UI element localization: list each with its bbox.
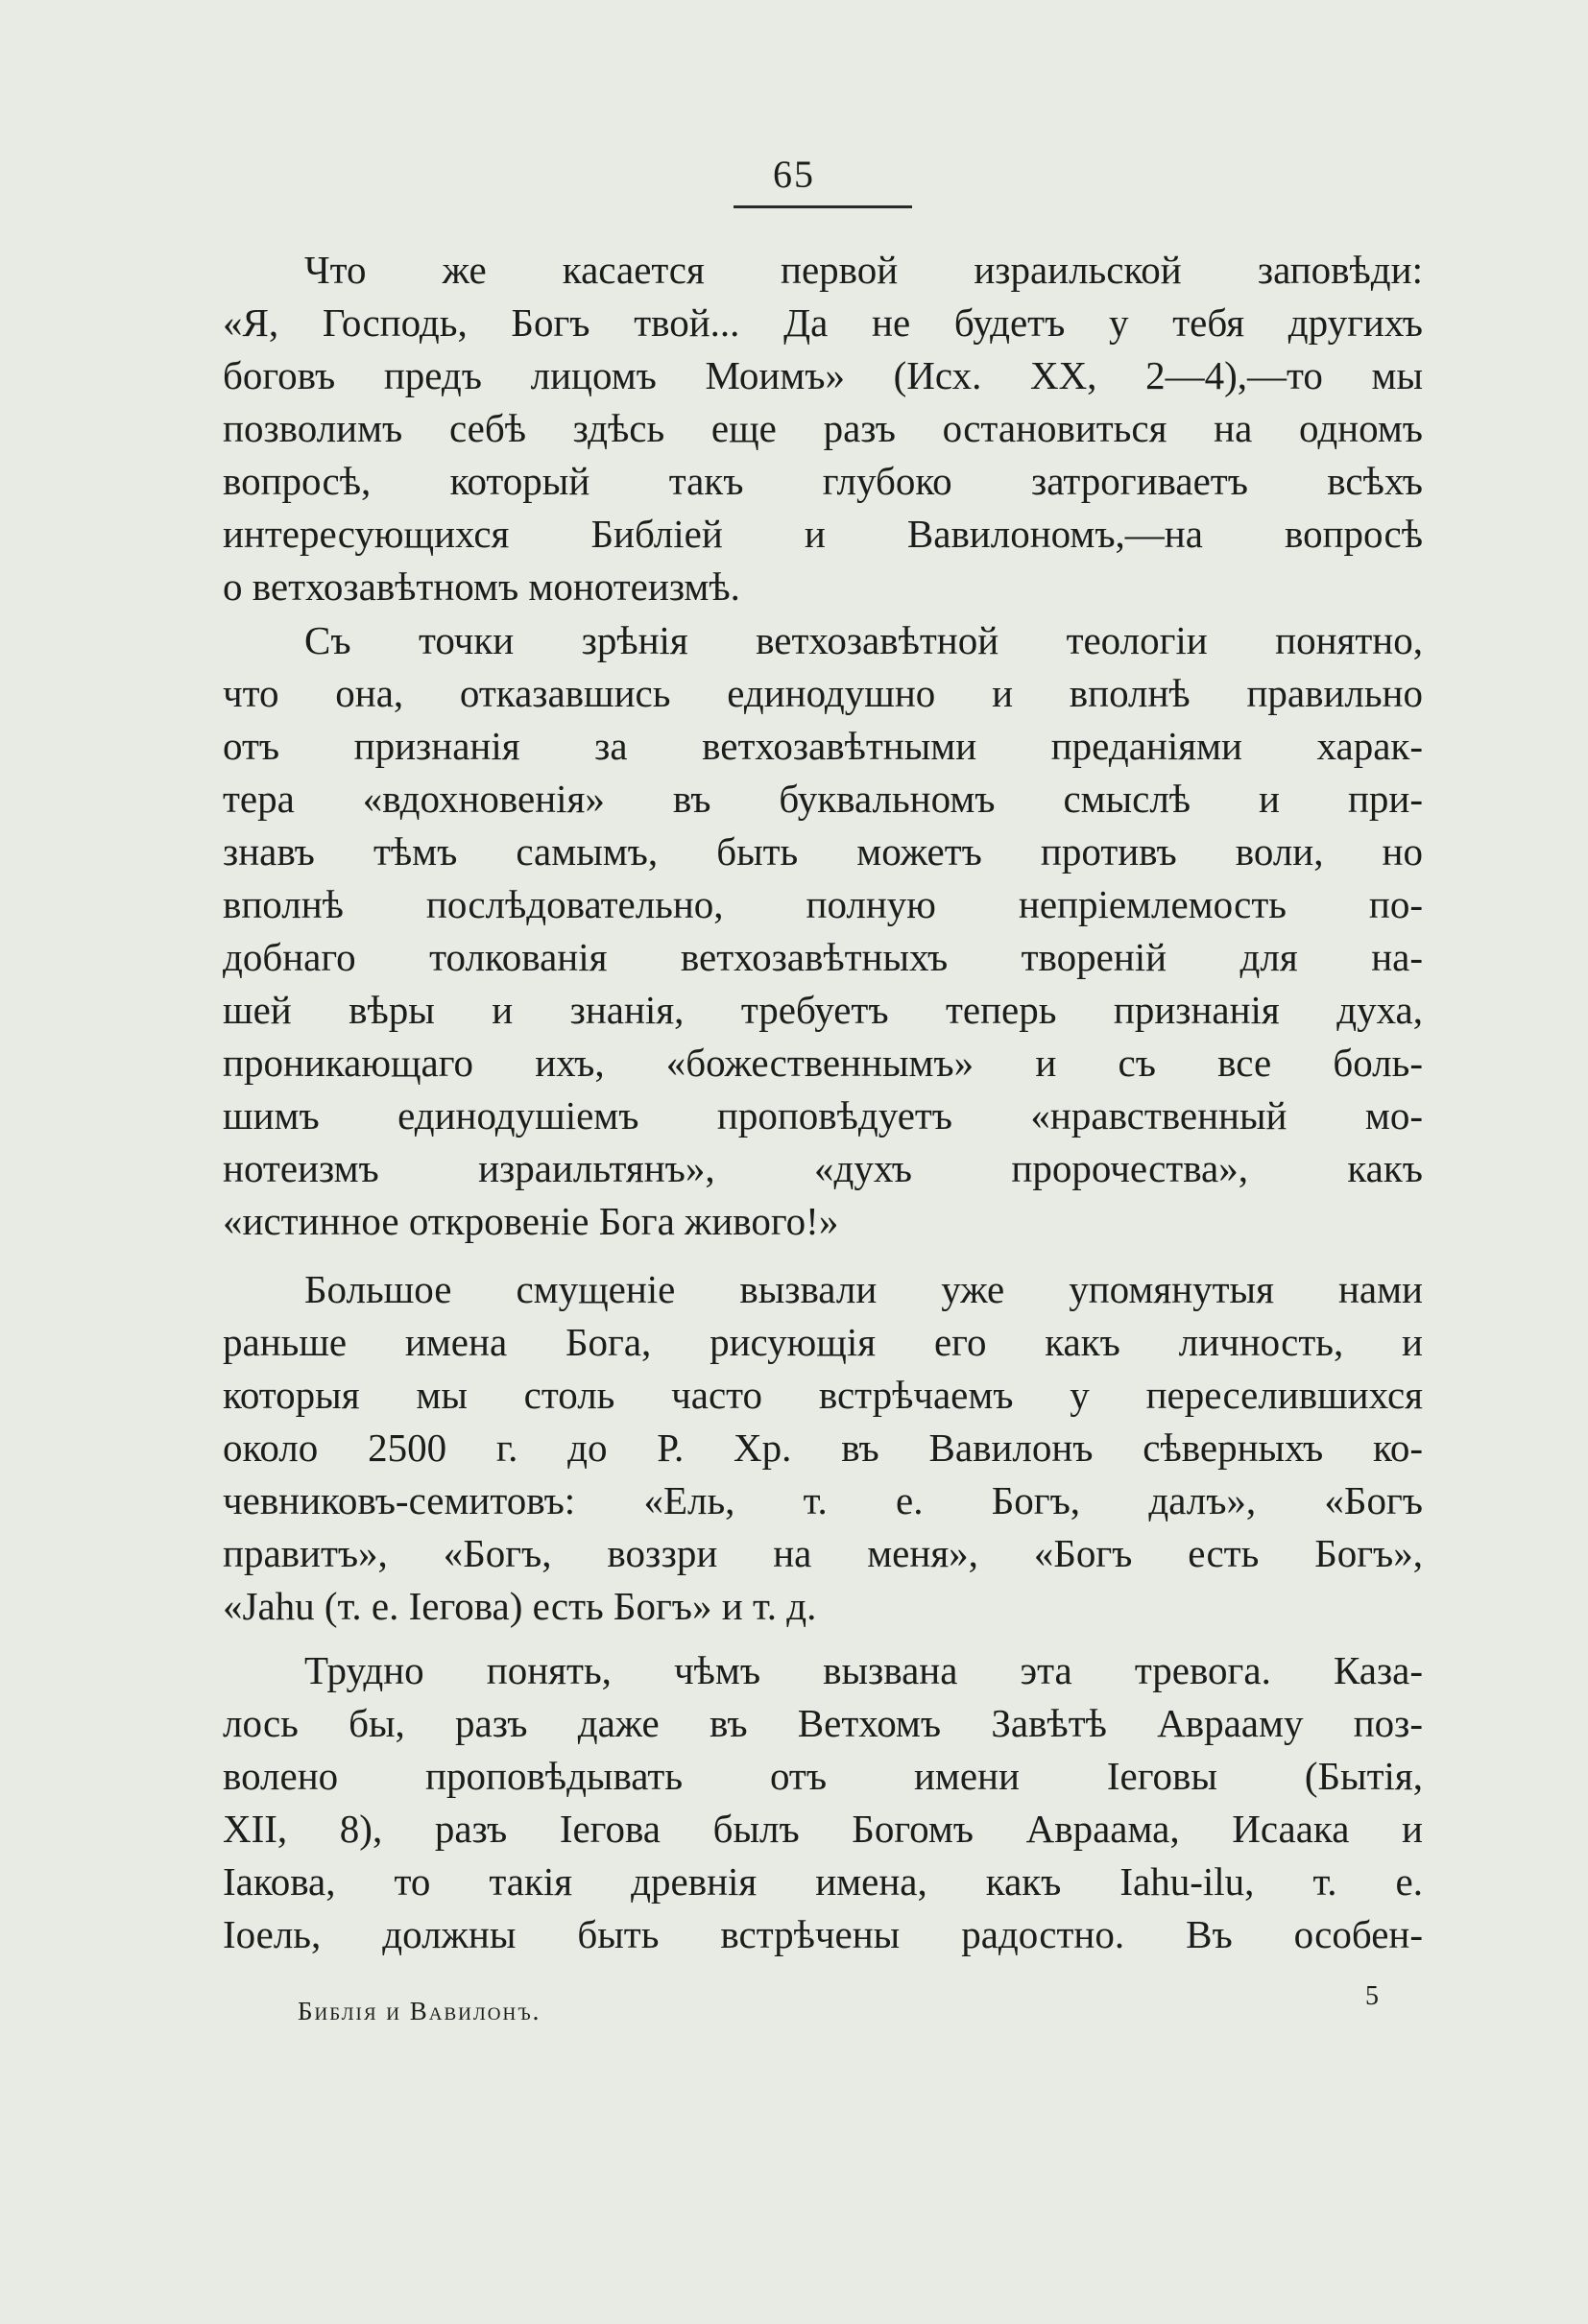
- header-rule: [734, 205, 912, 208]
- text-line: Съ точки зрѣнія ветхозавѣтной теологіи понятно,: [304, 618, 1423, 662]
- text-line: шимъ единодушіемъ проповѣдуетъ «нравственный мо-: [223, 1093, 1423, 1138]
- text-line: шей вѣры и знанія, требуетъ теперь признанія духа,: [223, 988, 1423, 1032]
- text-line: боговъ предъ лицомъ Моимъ» (Исх. XX, 2—4),—то мы: [223, 353, 1423, 397]
- text-line: вопросѣ, который такъ глубоко затрогиваетъ всѣхъ: [223, 459, 1423, 503]
- text-line: Іоель, должны быть встрѣчены радостно. Въ особен-: [223, 1912, 1423, 1956]
- text-line: проникающаго ихъ, «божественнымъ» и съ все боль-: [223, 1041, 1423, 1085]
- text-line: волено проповѣдывать отъ имени Іеговы (Бытія,: [223, 1754, 1423, 1798]
- paragraph: [223, 1644, 1423, 1961]
- text-line: интересующихся Библіей и Вавилономъ,—на вопросѣ: [223, 512, 1423, 556]
- text-line: знавъ тѣмъ самымъ, быть можетъ противъ воли, но: [223, 829, 1423, 874]
- text-line: XII, 8), разъ Іегова былъ Богомъ Авраама, Исаака и: [223, 1807, 1423, 1851]
- footer-book-title: Библія и Вавилонъ.: [298, 1997, 541, 2025]
- text-line: тера «вдохновенія» въ буквальномъ смыслѣ и при-: [223, 777, 1423, 821]
- text-line: Большое смущеніе вызвали уже упомянутыя нами: [304, 1267, 1423, 1311]
- text-line: раньше имена Бога, рисующія его какъ личность, и: [223, 1320, 1423, 1364]
- text-line: Трудно понять, чѣмъ вызвана эта тревога. Каза-: [304, 1648, 1423, 1692]
- text-line: Іакова, то такія древнія имена, какъ Iahu-ilu, т. е.: [223, 1859, 1423, 1904]
- paragraph: [223, 614, 1423, 1248]
- text-line: позволимъ себѣ здѣсь еще разъ остановиться на одномъ: [223, 406, 1423, 450]
- text-line: что она, отказавшись единодушно и вполнѣ правильно: [223, 671, 1423, 715]
- paragraph: [223, 1263, 1423, 1633]
- text-line: правитъ», «Богъ, воззри на меня», «Богъ есть Богъ»,: [223, 1531, 1423, 1575]
- text-line: «Jahu (т. е. Іегова) есть Богъ» и т. д.: [223, 1584, 817, 1628]
- text-line: о ветхозавѣтномъ монотеизмѣ.: [223, 564, 740, 609]
- text-line: «истинное откровеніе Бога живого!»: [223, 1199, 839, 1243]
- text-line: «Я, Господь, Богъ твой... Да не будетъ у тебя другихъ: [223, 300, 1423, 345]
- text-line: добнаго толкованія ветхозавѣтныхъ твореній для на-: [223, 935, 1423, 979]
- text-line: лось бы, разъ даже въ Ветхомъ Завѣтѣ Аврааму поз-: [223, 1701, 1423, 1745]
- text-line: около 2500 г. до Р. Хр. въ Вавилонъ сѣверныхъ ко-: [223, 1426, 1423, 1470]
- signature-mark: 5: [1365, 1981, 1379, 2011]
- text-line: которыя мы столь часто встрѣчаемъ у переселившихся: [223, 1373, 1423, 1417]
- text-line: отъ признанія за ветхозавѣтными преданіями харак-: [223, 724, 1423, 768]
- text-line: нотеизмъ израильтянъ», «духъ пророчества», какъ: [223, 1146, 1423, 1190]
- page-number: 65: [773, 153, 815, 196]
- text-line: вполнѣ послѣдовательно, полную непріемлемость по-: [223, 882, 1423, 926]
- text-line: чевниковъ-семитовъ: «Ель, т. е. Богъ, далъ», «Богъ: [223, 1478, 1423, 1522]
- paragraph: [223, 244, 1423, 613]
- text-line: Что же касается первой израильской заповѣди:: [304, 248, 1423, 292]
